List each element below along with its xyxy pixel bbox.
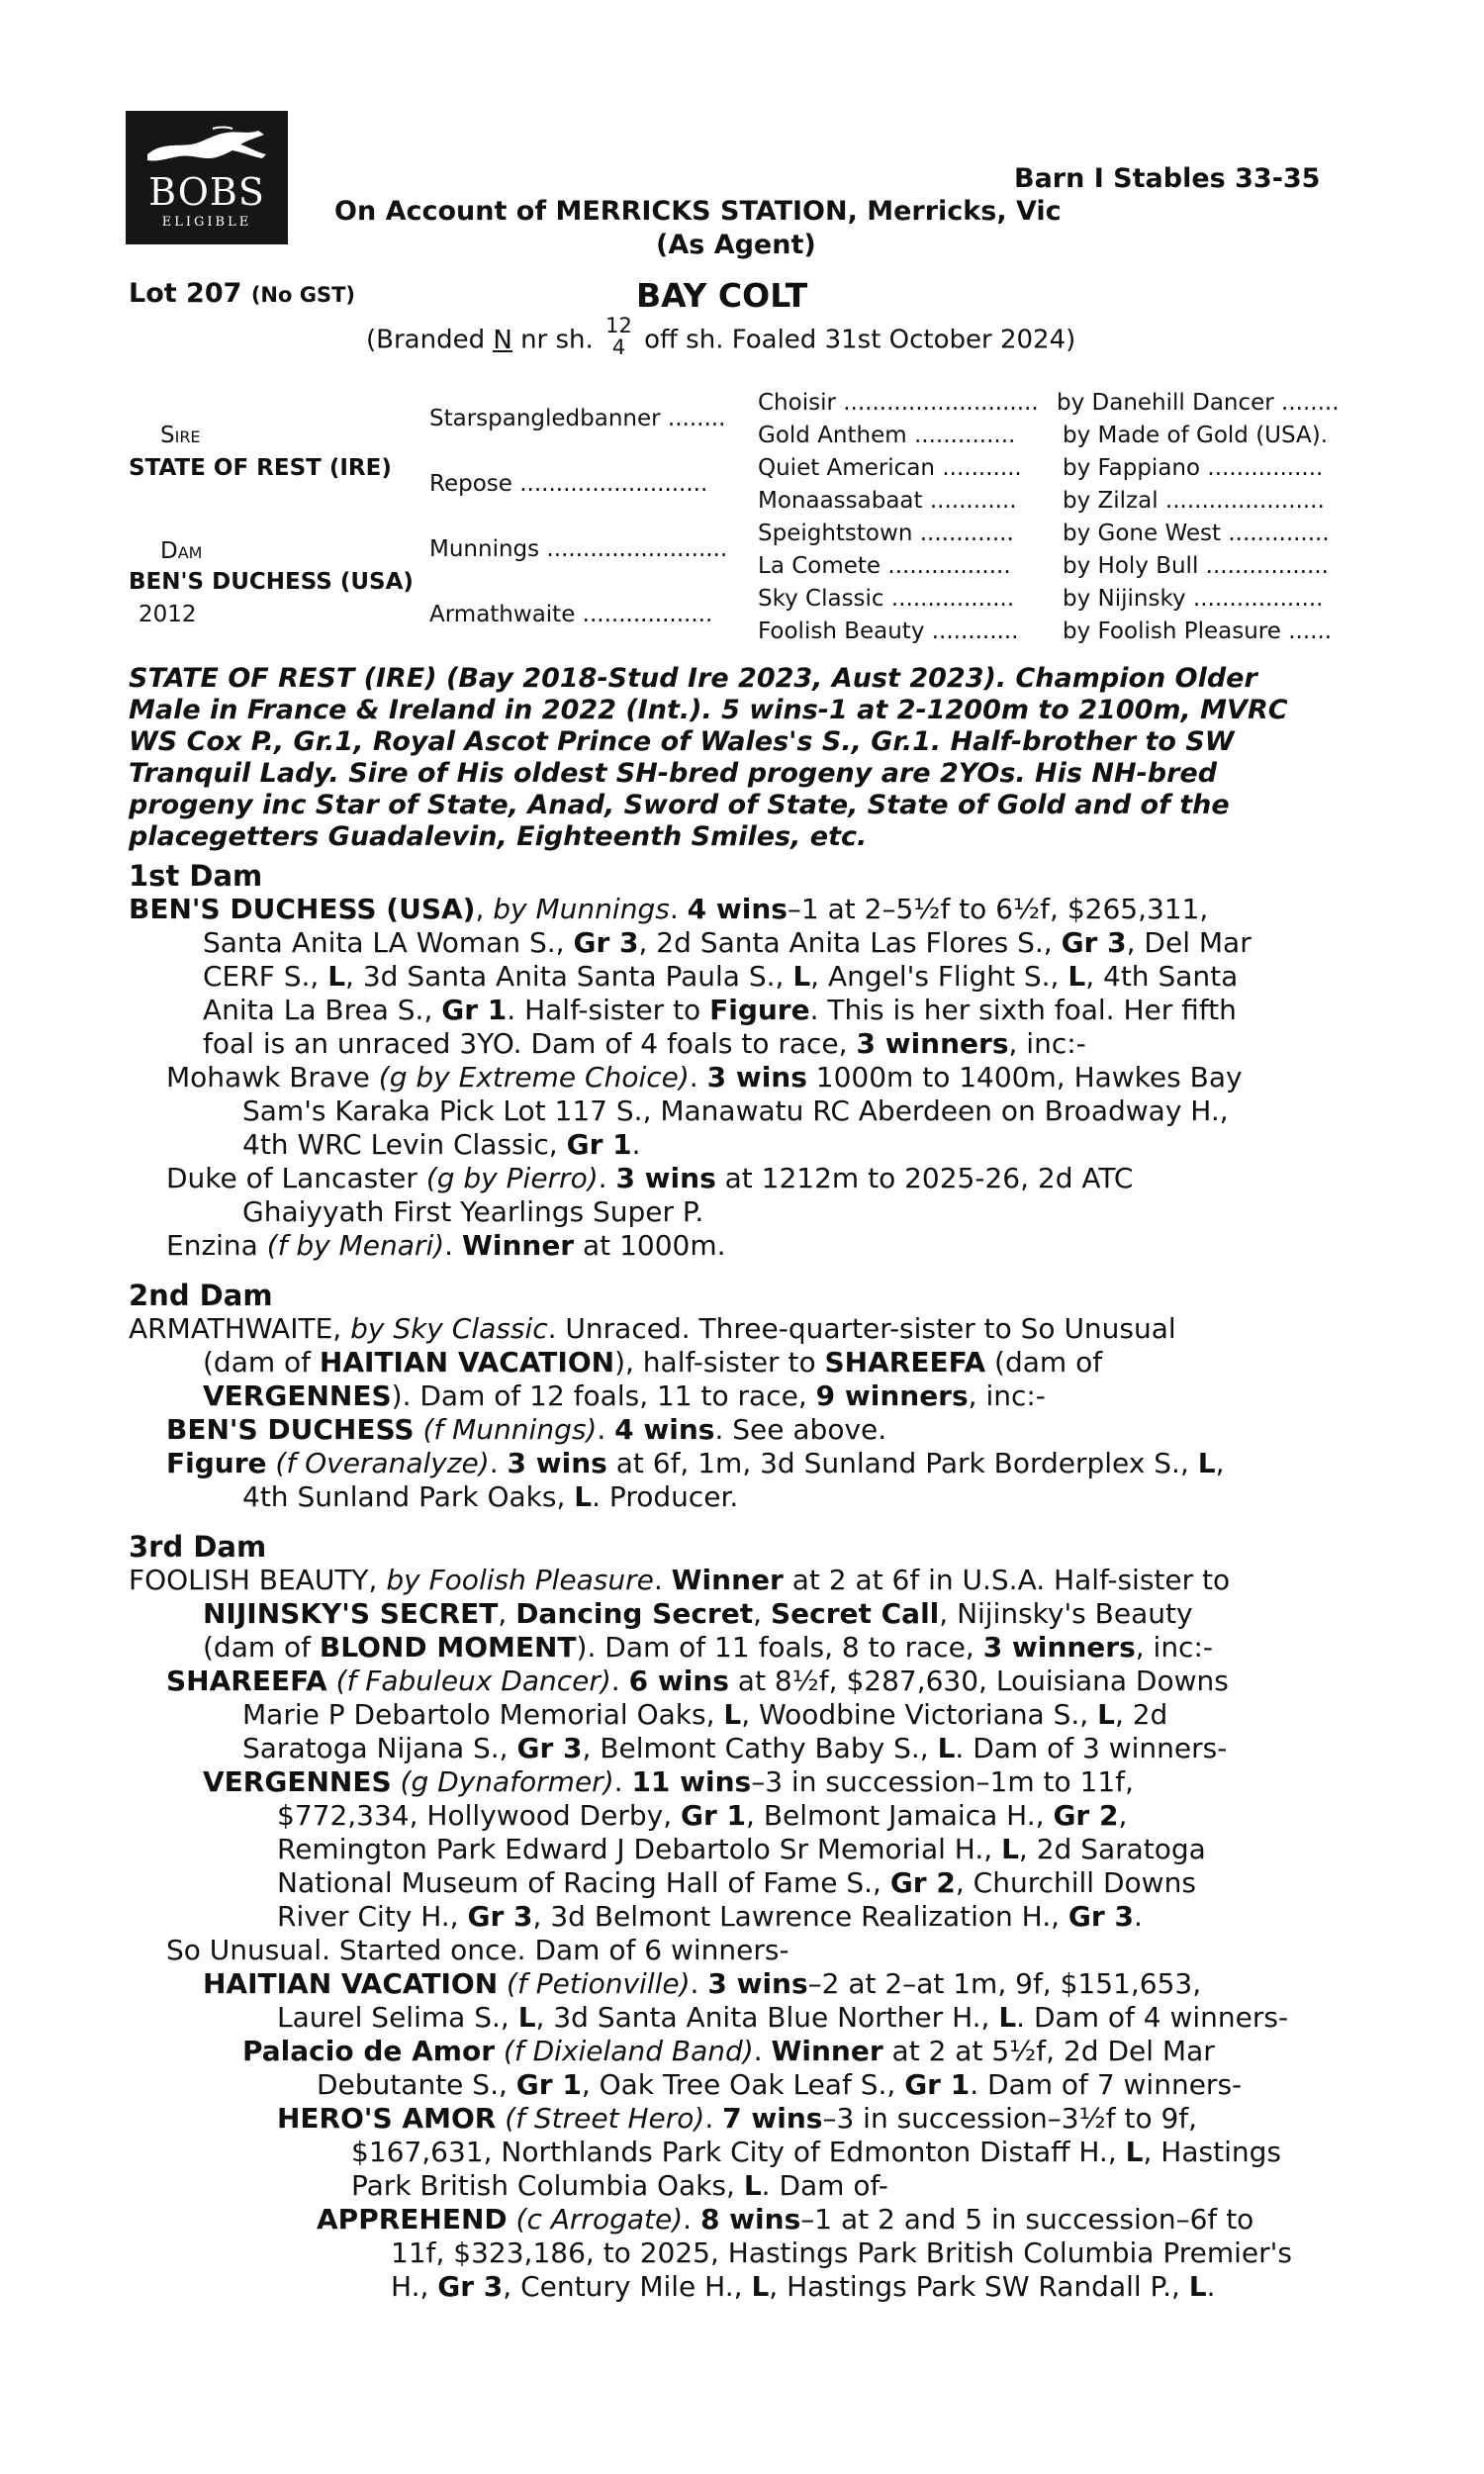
dam2-line: (dam of HAITIAN VACATION), half-sister to SHAREEFA (dam of (203, 1346, 1103, 1379)
dam3-line: River City H., Gr 3, 3d Belmont Lawrence Realization H., Gr 3. (277, 1900, 1143, 1933)
pedigree-sire-dam: Repose .......................... (429, 471, 708, 497)
brand-line (366, 314, 1076, 362)
dam2-line: VERGENNES). Dam of 12 foals, 11 to race, 9 winners, inc:- (203, 1380, 1046, 1412)
dam1-line: Santa Anita LA Woman S., Gr 3, 2d Santa Anita Las Flores S., Gr 3, Del Mar (203, 926, 1252, 959)
dam3-line: SHAREEFA (f Fabuleux Dancer). 6 wins at 8½f, $287,630, Louisiana Downs (166, 1665, 1229, 1697)
dam1-line: Sam's Karaka Pick Lot 117 S., Manawatu RC Aberdeen on Broadway H., (242, 1094, 1229, 1127)
third-dam-section (129, 1564, 1355, 2304)
dam1-line: Ghaiyyath First Yearlings Super P. (242, 1195, 704, 1228)
dam1-line: Enzina (f by Menari). Winner at 1000m. (166, 1229, 726, 1262)
dam1-line: 4th WRC Levin Classic, Gr 1. (242, 1128, 641, 1161)
logo-word-eligible: ELIGIBLE (161, 215, 252, 230)
lot-label: Lot 207 (129, 278, 242, 309)
sire-name: STATE OF REST (IRE) (129, 455, 392, 481)
dam3-line: (dam of BLOND MOMENT). Dam of 11 foals, 8 to race, 3 winners, inc:- (203, 1631, 1213, 1664)
dam-label: Dam (160, 538, 203, 564)
gg-3-by: by Fappiano ................ (1063, 455, 1324, 481)
dam3-line: H., Gr 3, Century Mile H., L, Hastings Park SW Randall P., L. (391, 2270, 1216, 2303)
sire-blurb-line: Tranquil Lady. Sire of His oldest SH-bred progeny are 2YOs. His NH-bred (129, 758, 1218, 789)
dam3-line: NIJINSKY'S SECRET, Dancing Secret, Secret Call, Nijinsky's Beauty (203, 1597, 1193, 1630)
brand-mark: N (493, 326, 512, 355)
gg-7-by: by Nijinsky .................. (1063, 586, 1324, 612)
dam-name: BEN'S DUCHESS (USA) (129, 569, 414, 595)
gg-5-by: by Gone West .............. (1063, 521, 1330, 546)
dam2-line: BEN'S DUCHESS (f Munnings). 4 wins. See above. (166, 1413, 887, 1446)
dam1-line: BEN'S DUCHESS (USA), by Munnings. 4 wins–1 at 2–5½f to 6½f, $265,311, (129, 893, 1209, 925)
second-dam-heading: 2nd Dam (129, 1279, 273, 1312)
gg-6-by: by Holy Bull ................. (1063, 553, 1329, 579)
gg-8: Foolish Beauty ............ (758, 618, 1019, 644)
dam2-line: 4th Sunland Park Oaks, L. Producer. (242, 1480, 739, 1513)
vendor-agent: (As Agent) (656, 230, 816, 260)
dam3-line: Remington Park Edward J Debartolo Sr Memorial H., L, 2d Saratoga (277, 1833, 1206, 1865)
brand-mid: nr sh. (520, 325, 594, 355)
dam3-line: Palacio de Amor (f Dixieland Band). Winner at 2 at 5½f, 2d Del Mar (242, 2035, 1215, 2067)
gg-4-by: by Zilzal ...................... (1063, 488, 1325, 514)
dam3-line: VERGENNES (g Dynaformer). 11 wins–3 in succession–1m to 11f, (203, 1765, 1134, 1798)
pedigree-dam-dam: Armathwaite .................. (429, 602, 713, 627)
gg-4: Monaassabaat ............ (758, 488, 1017, 514)
gg-7: Sky Classic ................. (758, 586, 1015, 612)
dam3-line: FOOLISH BEAUTY, by Foolish Pleasure. Winner at 2 at 6f in U.S.A. Half-sister to (129, 1564, 1231, 1596)
gg-8-by: by Foolish Pleasure ...... (1063, 618, 1333, 644)
lot-number (129, 278, 355, 309)
dam3-line: HAITIAN VACATION (f Petionville). 3 wins–2 at 2–at 1m, 9f, $151,653, (203, 1967, 1202, 2000)
dam3-line: HERO'S AMOR (f Street Hero). 7 wins–3 in succession–3½f to 9f, (277, 2102, 1198, 2135)
vendor-account: On Account of MERRICKS STATION, Merricks, Vic (334, 196, 1062, 227)
dam3-line: Laurel Selima S., L, 3d Santa Anita Blue Norther H., L. Dam of 4 winners- (277, 2001, 1289, 2034)
dam3-line: So Unusual. Started once. Dam of 6 winners- (166, 1934, 789, 1966)
lot-title: BAY COLT (636, 276, 808, 315)
sire-blurb (129, 663, 1355, 853)
third-dam-heading: 3rd Dam (129, 1530, 267, 1564)
dam1-line: Anita La Brea S., Gr 1. Half-sister to Figure. This is her sixth foal. Her fifth (203, 994, 1237, 1026)
dam3-line: Saratoga Nijana S., Gr 3, Belmont Cathy Baby S., L. Dam of 3 winners- (242, 1732, 1228, 1764)
sire-blurb-line: WS Cox P., Gr.1, Royal Ascot Prince of Wales's S., Gr.1. Half-brother to SW (129, 726, 1235, 757)
dam3-line: 11f, $323,186, to 2025, Hastings Park British Columbia Premier's (391, 2236, 1292, 2269)
dam1-line: Duke of Lancaster (g by Pierro). 3 wins at 1212m to 2025-26, 2d ATC (166, 1162, 1134, 1194)
dam3-line: Park British Columbia Oaks, L. Dam of- (351, 2169, 888, 2202)
sire-blurb-line: placegetters Guadalevin, Eighteenth Smiles, etc. (129, 821, 868, 852)
racehorse-icon (143, 125, 270, 168)
gg-6: La Comete ................. (758, 553, 1011, 579)
dam1-line: CERF S., L, 3d Santa Anita Santa Paula S., L, Angel's Flight S., L, 4th Santa (203, 960, 1239, 993)
dam2-line: ARMATHWAITE, by Sky Classic. Unraced. Three-quarter-sister to So Unusual (129, 1312, 1176, 1345)
gg-2: Gold Anthem .............. (758, 423, 1016, 448)
first-dam-section (129, 893, 1355, 1263)
dam1-line: foal is an unraced 3YO. Dam of 4 foals to race, 3 winners, inc:- (203, 1027, 1086, 1060)
dam3-line: $167,631, Northlands Park City of Edmonton Distaff H., L, Hastings (351, 2136, 1281, 2168)
dam2-line: Figure (f Overanalyze). 3 wins at 6f, 1m, 3d Sunland Park Borderplex S., L, (166, 1447, 1225, 1479)
gg-5: Speightstown ............. (758, 521, 1014, 546)
logo-word-bobs: BOBS (148, 170, 265, 214)
brand-post: off sh. Foaled 31st October 2024) (644, 325, 1076, 355)
barn-location: Barn I Stables 33-35 (1014, 163, 1321, 194)
dam3-line: APPREHEND (c Arrogate). 8 wins–1 at 2 and 5 in succession–6f to (317, 2203, 1254, 2236)
second-dam-section (129, 1312, 1355, 1514)
first-dam-heading: 1st Dam (129, 859, 263, 893)
dam-year: 2012 (139, 602, 197, 627)
brand-fraction: 12 4 (605, 314, 632, 359)
pedigree-dam-sire: Munnings ......................... (429, 536, 728, 562)
gg-2-by: by Made of Gold (USA). (1063, 423, 1329, 448)
sire-blurb-line: STATE OF REST (IRE) (Bay 2018-Stud Ire 2023, Aust 2023). Champion Older (129, 663, 1257, 694)
dam3-line: Marie P Debartolo Memorial Oaks, L, Woodbine Victoriana S., L, 2d (242, 1698, 1168, 1731)
dam3-line: National Museum of Racing Hall of Fame S., Gr 2, Churchill Downs (277, 1866, 1196, 1899)
sire-label: Sire (160, 423, 201, 448)
sire-blurb-line: Male in France & Ireland in 2022 (Int.). 5 wins-1 at 2-1200m to 2100m, MVRC (129, 695, 1288, 725)
gg-1: Choisir ........................... (758, 390, 1039, 416)
dam3-line: $772,334, Hollywood Derby, Gr 1, Belmont Jamaica H., Gr 2, (277, 1799, 1128, 1832)
dam1-line: Mohawk Brave (g by Extreme Choice). 3 wins 1000m to 1400m, Hawkes Bay (166, 1061, 1243, 1094)
gg-1-by: by Danehill Dancer ........ (1057, 390, 1340, 416)
sire-blurb-line: progeny inc Star of State, Anad, Sword of State, State of Gold and of the (129, 790, 1230, 820)
bobs-eligible-logo (126, 111, 288, 244)
gst-note: (No GST) (250, 283, 356, 307)
brand-pre: (Branded (366, 325, 486, 355)
dam3-line: Debutante S., Gr 1, Oak Tree Oak Leaf S., Gr 1. Dam of 7 winners- (317, 2068, 1243, 2101)
gg-3: Quiet American ........... (758, 455, 1022, 481)
pedigree-grandsire: Starspangledbanner ........ (429, 406, 726, 431)
